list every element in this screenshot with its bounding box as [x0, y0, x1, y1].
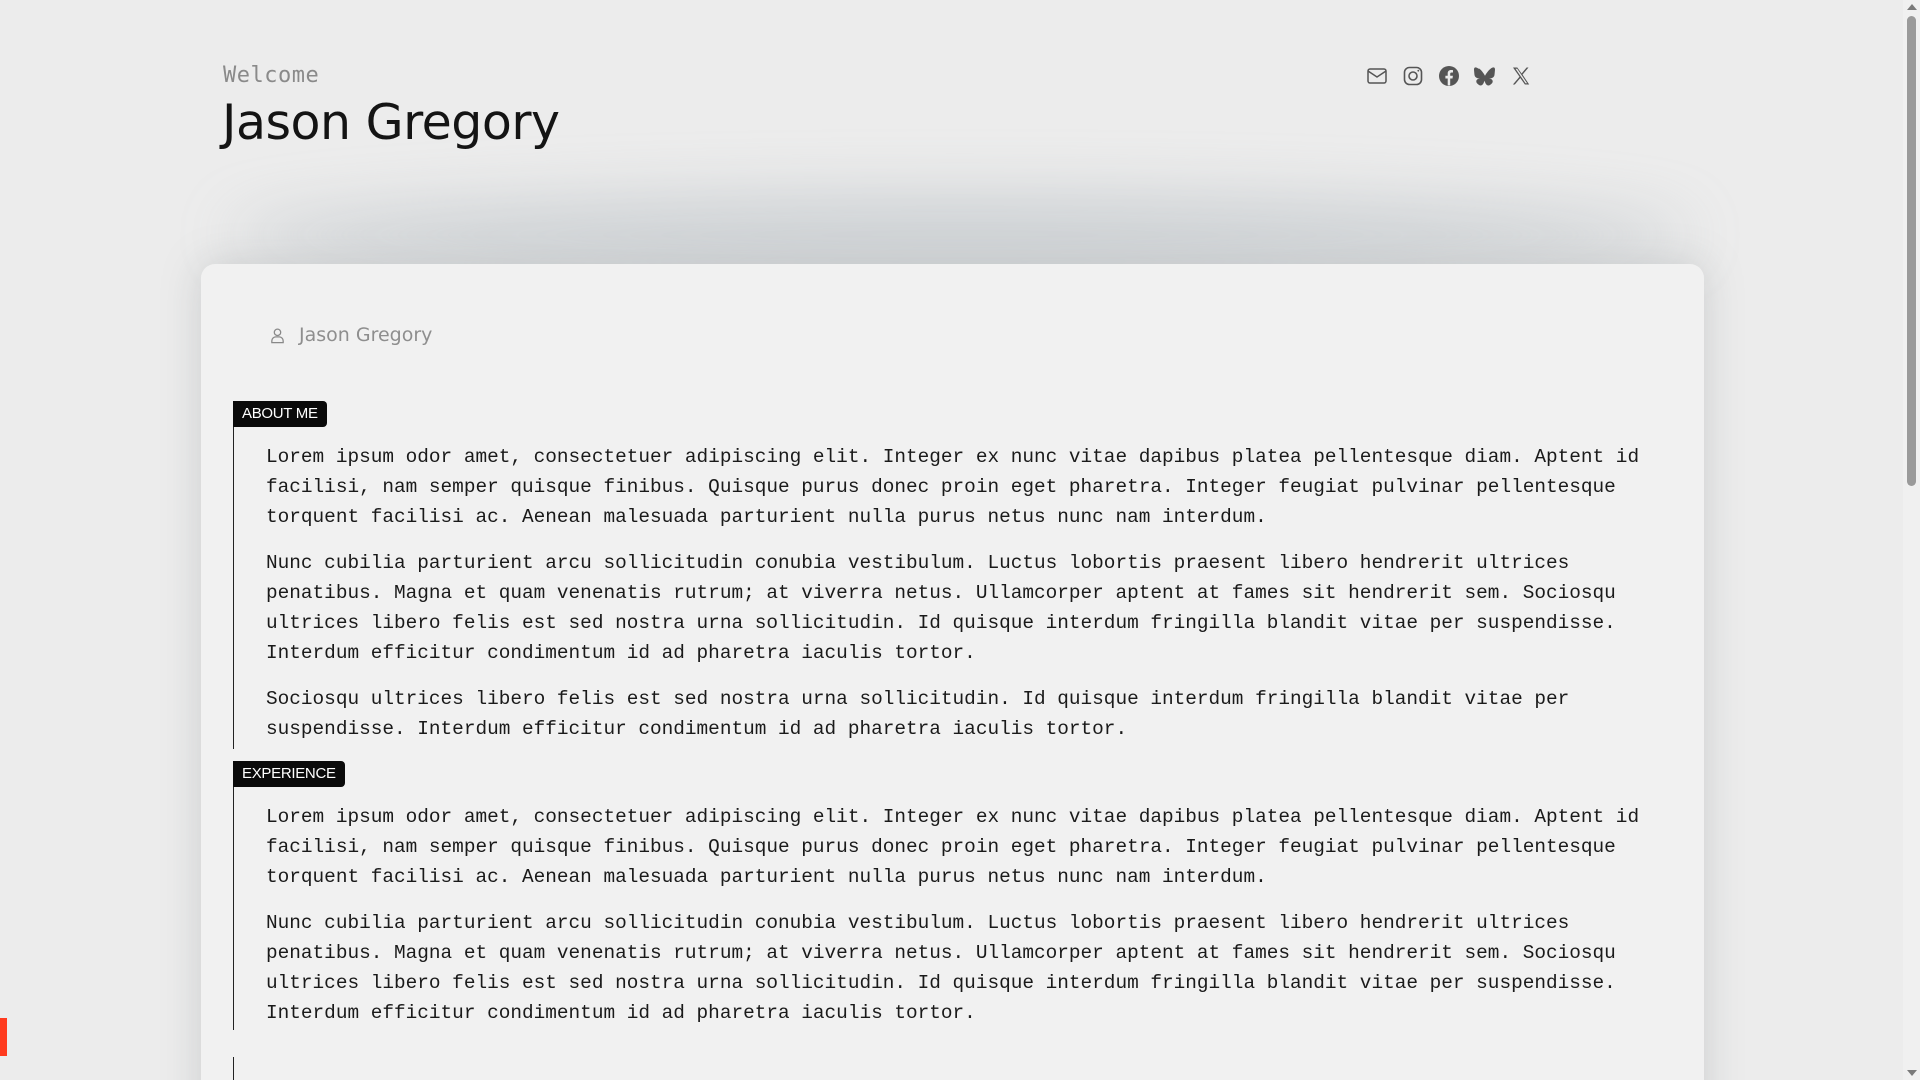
- page-title: Jason Gregory: [222, 94, 560, 151]
- section-body: [266, 442, 1656, 760]
- section-line: [233, 761, 234, 1030]
- section-line: [233, 1057, 234, 1080]
- section-body: [266, 802, 1656, 1044]
- section-line: [233, 401, 234, 749]
- scroll-thumb[interactable]: [1907, 16, 1916, 486]
- x-icon: [1509, 64, 1533, 88]
- social-links: [1365, 64, 1533, 88]
- section-title: EXPERIENCE: [233, 761, 345, 787]
- welcome-text: Welcome: [223, 63, 320, 88]
- instagram-link[interactable]: [1401, 64, 1425, 88]
- paragraph: Nunc cubilia parturient arcu sollicitudin conubia vestibulum. Luctus lobortis praesent libero hendrerit ultrices penatibus. Magna et quam venenatis rutrum; at viverra netus. Ullamcorper aptent at fames sit hendrerit sem. Sociosqu ultrices libero felis est sed nostra urna sollicitudin. Id quisque interdum fringilla blandit vitae per suspendisse. Interdum efficitur condimentum id ad pharetra iaculis tortor.: [266, 552, 1616, 664]
- mail-icon: [1365, 64, 1389, 88]
- facebook-link[interactable]: [1437, 64, 1461, 88]
- paragraph: Lorem ipsum odor amet, consectetuer adipiscing elit. Integer ex nunc vitae dapibus platea pellentesque diam. Aptent id facilisi, nam semper quisque finibus. Quisque purus donec proin eget pharetra. Integer feugiat pulvinar pellentesque torquent facilisi ac. Aenean malesuada parturient nulla purus netus nunc nam interdum.: [266, 446, 1640, 528]
- bluesky-icon: [1473, 64, 1497, 88]
- bluesky-link[interactable]: [1473, 64, 1497, 88]
- email-link[interactable]: [1365, 64, 1389, 88]
- side-tab[interactable]: [0, 1018, 7, 1056]
- scroll-up-arrow-icon[interactable]: [1907, 4, 1917, 10]
- x-link[interactable]: [1509, 64, 1533, 88]
- scroll-down-arrow-icon[interactable]: [1907, 1070, 1917, 1076]
- author-name: Jason Gregory: [299, 324, 433, 346]
- author-row: [269, 324, 432, 346]
- profile-card: [201, 264, 1704, 1080]
- paragraph: Nunc cubilia parturient arcu sollicitudin conubia vestibulum. Luctus lobortis praesent libero hendrerit ultrices penatibus. Magna et quam venenatis rutrum; at viverra netus. Ullamcorper aptent at fames sit hendrerit sem. Sociosqu ultrices libero felis est sed nostra urna sollicitudin. Id quisque interdum fringilla blandit vitae per suspendisse. Interdum efficitur condimentum id ad pharetra iaculis tortor.: [266, 912, 1616, 1024]
- user-icon: [269, 327, 286, 344]
- card-shadow: [230, 195, 1690, 275]
- paragraph: Sociosqu ultrices libero felis est sed nostra urna sollicitudin. Id quisque interdum fringilla blandit vitae per suspendisse. Interdum efficitur condimentum id ad pharetra iaculis tortor.: [266, 688, 1570, 740]
- instagram-icon: [1401, 64, 1425, 88]
- paragraph: Lorem ipsum odor amet, consectetuer adipiscing elit. Integer ex nunc vitae dapibus platea pellentesque diam. Aptent id facilisi, nam semper quisque finibus. Quisque purus donec proin eget pharetra. Integer feugiat pulvinar pellentesque torquent facilisi ac. Aenean malesuada parturient nulla purus netus nunc nam interdum.: [266, 806, 1640, 888]
- facebook-icon: [1437, 64, 1461, 88]
- header: [223, 58, 1533, 168]
- section-title: ABOUT ME: [233, 401, 327, 427]
- scrollbar[interactable]: [1903, 0, 1920, 1080]
